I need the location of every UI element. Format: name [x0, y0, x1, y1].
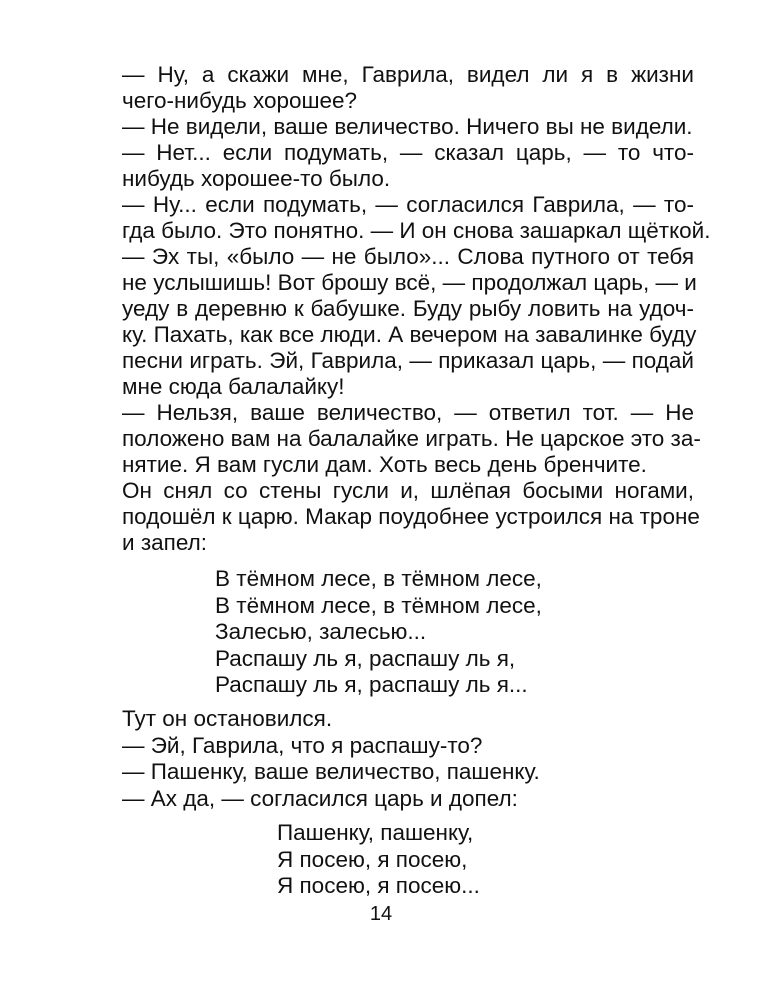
text-line: гда было. Это понятно. — И он снова зашаркал щёткой.	[122, 218, 711, 243]
text-line: — Ну, а скажи мне, Гаврила, видел ли я в жизни	[122, 62, 694, 87]
text-line: — Ну... если подумать, — согласился Гаврила, — то-	[122, 192, 694, 217]
verse-line: Распашу ль я, распашу ль я,	[215, 645, 516, 671]
prose-block	[122, 62, 711, 556]
text-line: положено вам на балалайке играть. Не царское это за-	[122, 426, 701, 451]
text-line: Он снял со стены гусли и, шлёпая босыми ногами,	[122, 478, 694, 503]
text-line: ку. Пахать, как все люди. А вечером на завалинке буду	[122, 322, 697, 347]
text-line: не услышишь! Вот брошу всё, — продолжал царь, — и	[122, 270, 697, 295]
text-line: нятие. Я вам гусли дам. Хоть весь день бренчите.	[122, 452, 647, 477]
text-line: мне сюда балалайку!	[122, 374, 345, 399]
song-verse-2	[277, 820, 480, 900]
text-line: подошёл к царю. Макар поудобнее устроился на троне	[122, 504, 700, 529]
text-line: нибудь хорошее-то было.	[122, 166, 391, 191]
text-line: уеду в деревню к бабушке. Буду рыбу ловить на удоч-	[122, 296, 694, 321]
song-verse-1	[215, 566, 542, 699]
text-line: и запел:	[122, 530, 207, 555]
verse-line: Я посею, я посею...	[277, 873, 480, 898]
text-line: — Пашенку, ваше величество, пашенку.	[122, 759, 540, 784]
verse-line: Пашенку, пашенку,	[277, 820, 474, 845]
verse-line: В тёмном лесе, в тёмном лесе,	[215, 566, 542, 591]
text-line: — Эх ты, «было — не было»... Слова путного от тебя	[122, 244, 694, 269]
prose-block-lower	[122, 706, 540, 812]
text-line: — Ах да, — согласился царь и допел:	[122, 785, 518, 811]
verse-line: Залесью, залесью...	[215, 619, 427, 644]
page-number: 14	[369, 903, 393, 925]
text-line: песни играть. Эй, Гаврила, — приказал царь, — подай	[122, 348, 694, 373]
text-line: — Нельзя, ваше величество, — ответил тот. — Не	[122, 400, 694, 425]
verse-line: Распашу ль я, распашу ль я...	[215, 672, 528, 697]
verse-line: Я посею, я посею,	[277, 846, 468, 872]
text-line: чего-нибудь хорошее?	[122, 88, 358, 113]
text-line: — Не видели, ваше величество. Ничего вы не видели.	[122, 114, 693, 139]
text-line: Тут он остановился.	[122, 706, 333, 731]
verse-line: В тёмном лесе, в тёмном лесе,	[215, 592, 542, 618]
text-line: — Нет... если подумать, — сказал царь, — то что-	[122, 140, 694, 165]
text-line: — Эй, Гаврила, что я распашу-то?	[122, 732, 483, 758]
